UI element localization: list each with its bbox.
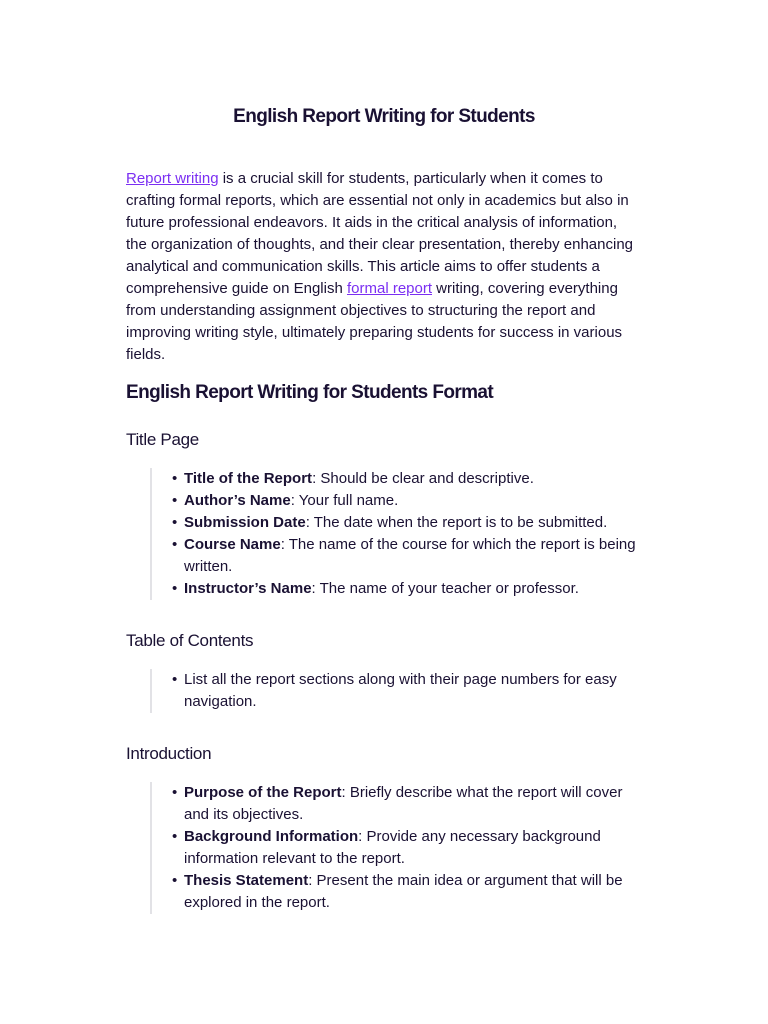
bullet-icon: • xyxy=(172,514,178,531)
list-item-desc: : The date when the report is to be submitted. xyxy=(305,514,608,531)
list-item xyxy=(162,826,642,870)
intro-text-1: is a crucial skill for students, particularly when it comes to crafting formal reports, which are essential not only in academics but also in future professional endeavors. It aids in the critical analysis of information, the organization of thoughts, and their clear presentation, thereby enhancing analytical and communication skills. This article aims to offer students a comprehensive guide on English xyxy=(126,170,634,297)
list-item-term: Author’s Name xyxy=(184,492,291,509)
section-heading-introduction: Introduction xyxy=(126,744,212,763)
intro-text-2: writing, covering everything from understanding assignment objectives to structuring the report and improving writing style, ultimately preparing students for success in various fields. xyxy=(126,280,623,363)
intro-paragraph xyxy=(126,168,642,366)
list-item xyxy=(162,490,642,512)
list-item-term: Background Information xyxy=(184,828,359,845)
list-item-desc: : The name of the course for which the report is being written. xyxy=(184,536,636,575)
list-item xyxy=(162,468,642,490)
list-item-desc: List all the report sections along with their page numbers for easy navigation. xyxy=(184,671,617,710)
list-item xyxy=(162,512,642,534)
toc-list-block xyxy=(150,669,642,713)
list-item-desc: : Provide any necessary background information relevant to the report. xyxy=(184,828,601,867)
bullet-icon: • xyxy=(172,784,178,801)
toc-list xyxy=(162,669,642,713)
bullet-icon: • xyxy=(172,580,178,597)
bullet-icon: • xyxy=(172,872,178,889)
document-page xyxy=(126,104,642,914)
list-item-term: Submission Date xyxy=(184,514,306,531)
formal-report-link[interactable]: formal report xyxy=(346,280,433,297)
list-item xyxy=(162,534,642,578)
title-page-list xyxy=(162,468,642,600)
introduction-list xyxy=(162,782,642,914)
list-item-term: Instructor’s Name xyxy=(184,580,312,597)
bullet-icon: • xyxy=(172,828,178,845)
bullet-icon: • xyxy=(172,492,178,509)
list-item-desc: : Should be clear and descriptive. xyxy=(312,470,534,487)
bullet-icon: • xyxy=(172,671,178,688)
title-page-list-block xyxy=(150,468,642,600)
bullet-icon: • xyxy=(172,536,178,553)
list-item-desc: : Present the main idea or argument that will be explored in the report. xyxy=(184,872,623,911)
list-item xyxy=(162,578,642,600)
format-heading: English Report Writing for Students Format xyxy=(126,382,494,403)
list-item-term: Title of the Report xyxy=(184,470,313,487)
bullet-icon: • xyxy=(172,470,178,487)
list-item-term: Thesis Statement xyxy=(184,872,309,889)
list-item-term: Purpose of the Report xyxy=(184,784,342,801)
list-item-desc: : Your full name. xyxy=(290,492,399,509)
list-item xyxy=(162,870,642,914)
introduction-list-block xyxy=(150,782,642,914)
report-writing-link[interactable]: Report writing xyxy=(126,170,219,187)
list-item xyxy=(162,669,642,713)
document-title: English Report Writing for Students xyxy=(233,106,535,127)
section-heading-title-page: Title Page xyxy=(126,430,199,449)
section-heading-table-of-contents: Table of Contents xyxy=(126,631,254,650)
list-item-desc: : The name of your teacher or professor. xyxy=(311,580,579,597)
list-item xyxy=(162,782,642,826)
list-item-term: Course Name xyxy=(184,536,281,553)
list-item-desc: : Briefly describe what the report will cover and its objectives. xyxy=(184,784,623,823)
